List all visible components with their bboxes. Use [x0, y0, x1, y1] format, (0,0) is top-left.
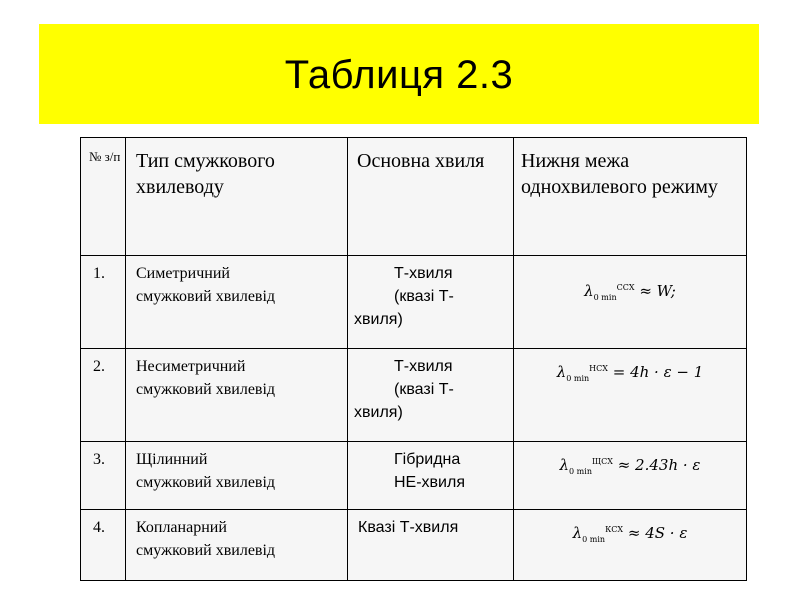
main-wave: Квазі Т-хвиля	[358, 519, 459, 536]
header-lower-limit: Нижня межа однохвилевого режиму	[514, 138, 747, 256]
title-band	[39, 24, 759, 124]
table-row	[81, 256, 747, 349]
table-row	[81, 510, 747, 581]
formula: $\lambda_{0 min}^{ССХ} \approx W$;	[584, 282, 676, 302]
main-wave: Гібридна НЕ-хвиля	[394, 451, 465, 491]
main-wave: Т-хвиля (квазі Т- хвиля)	[354, 265, 454, 328]
row-number: 4.	[93, 519, 105, 536]
row-number: 2.	[93, 358, 105, 375]
waveguide-type: Щілинний смужковий хвилевід	[136, 451, 276, 491]
waveguide-type: Несиметричний смужковий хвилевід	[136, 358, 276, 398]
formula: $\lambda_{0 min}^{НСХ} = 4h \cdot \varepsilon - 1$	[556, 363, 704, 383]
header-main-wave: Основна хвиля	[348, 138, 514, 256]
formula: $\lambda_{0 min}^{КСХ} \approx 4S \cdot \varepsilon$	[572, 524, 688, 544]
table-header-row	[81, 138, 747, 256]
formula: $\lambda_{0 min}^{ЩСХ} \approx 2.43h \cdot \varepsilon$	[559, 456, 701, 476]
waveguide-table	[80, 137, 747, 581]
header-number: № з/п	[81, 138, 126, 256]
slide-title: Таблиця 2.3	[284, 53, 514, 97]
table-row	[81, 349, 747, 442]
table-row	[81, 442, 747, 510]
row-number: 1.	[93, 265, 105, 282]
row-number: 3.	[93, 451, 105, 468]
waveguide-type: Копланарний смужковий хвилевід	[136, 519, 276, 559]
header-type: Тип смужкового хвилеводу	[126, 138, 348, 256]
waveguide-type: Симетричний смужковий хвилевід	[136, 265, 276, 305]
main-wave: Т-хвиля (квазі Т- хвиля)	[354, 358, 454, 421]
